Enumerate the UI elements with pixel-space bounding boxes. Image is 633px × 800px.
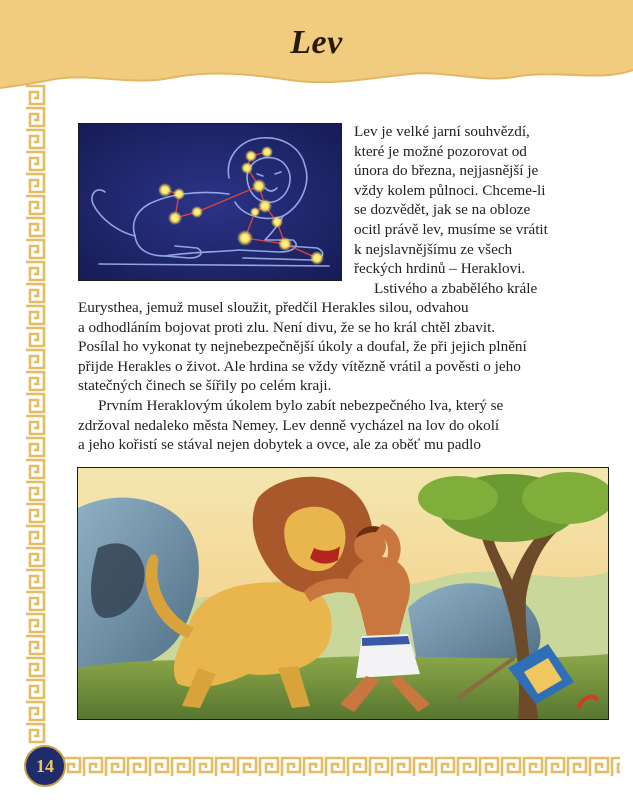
text-line: Prvním Heraklovým úkolem bylo zabít nebezpečného lva, který se (98, 396, 504, 414)
constellation-leo-image (78, 123, 342, 281)
text-line: Posílal ho vykonat ty nejnebezpečnější úkoly a doufal, že při jejich plnění (78, 338, 527, 356)
text-line: vždy kolem půlnoci. Chceme-li (354, 181, 546, 199)
constellation-drawing (79, 124, 341, 280)
illustration-drawing (78, 468, 608, 719)
text-line: ocitl právě lev, musíme se vrátit (354, 220, 548, 238)
story-text (78, 298, 608, 455)
intro-text (354, 122, 604, 298)
page-number-badge (24, 745, 66, 787)
text-line: k nejslavnějšímu ze všech (354, 240, 513, 258)
text-line: a jeho kořistí se stával nejen dobytek a ovce, ale za oběť mu padlo (78, 436, 481, 454)
text-line: Eurysthea, jemuž musel sloužit, předčil Herakles silou, odvahou (78, 299, 469, 316)
text-line: řeckých hrdinů – Heraklovi. (354, 260, 526, 278)
greek-key-border-bottom (60, 756, 620, 778)
text-line: Lev je velké jarní souhvězdí, (354, 123, 530, 140)
greek-key-border-left (24, 84, 46, 744)
text-line: které je možné pozorovat od (354, 142, 527, 160)
text-line: přijde Herakles o život. Ale hrdina se vždy vítězně vrátil a pověsti o jeho (78, 357, 521, 375)
text-line: února do března, nejjasnější je (354, 162, 539, 180)
text-line: zdržoval nedaleko města Nemey. Lev denně vycházel na lov do okolí (78, 416, 500, 434)
text-line: a odhodláním bojovat proti zlu. Není divu, že se ho král chtěl zbavit. (78, 318, 496, 336)
herakles-lion-illustration (77, 467, 609, 720)
page-number: 14 (36, 755, 54, 776)
page-title: Lev (290, 24, 343, 61)
text-line: Lstivého a zbabělého krále (374, 279, 538, 297)
text-line: statečných činech se šířily po celém kraji. (78, 377, 332, 395)
text-line: se dozvědět, jak se na obloze (354, 201, 531, 219)
